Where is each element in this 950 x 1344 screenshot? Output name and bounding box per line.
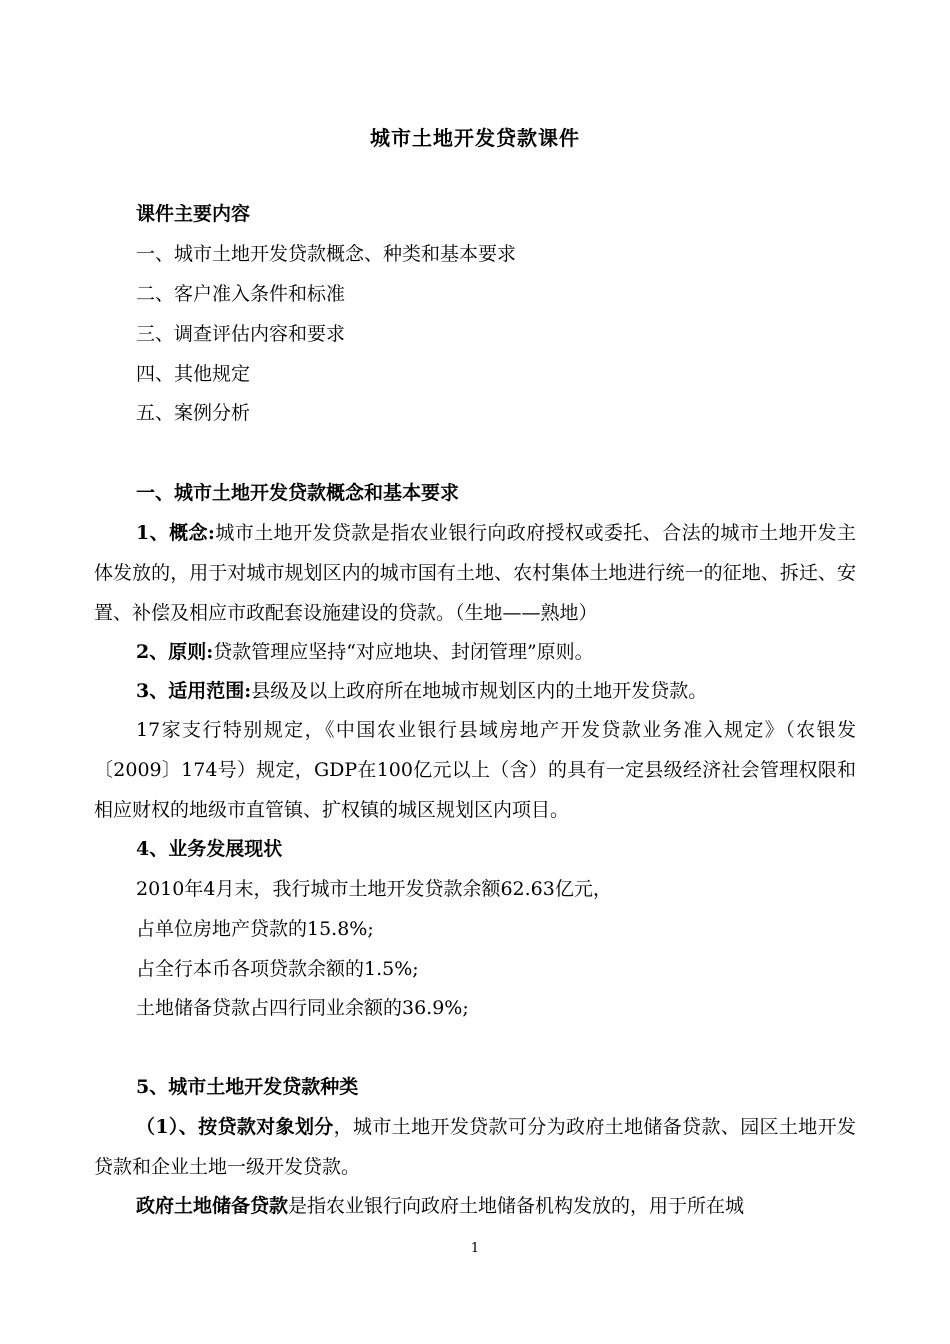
concept-label: 1、概念: xyxy=(136,522,215,544)
classification-text: ，城市土地开发贷款可分为政府土地储备贷款、园区土地开发贷款和企业土地一级开发贷款。 xyxy=(94,1116,856,1178)
status-line: 土地储备贷款占四行同业余额的36.9%; xyxy=(136,997,469,1019)
scope-text: 县级及以上政府所在地城市规划区内的土地开发贷款。 xyxy=(251,680,708,702)
page-number: 1 xyxy=(470,1241,480,1256)
gov-reserve-paragraph xyxy=(94,1186,856,1226)
status-line: 占全行本币各项贷款余额的1.5%; xyxy=(136,958,419,980)
section1-heading: 一、城市土地开发贷款概念和基本要求 xyxy=(136,482,460,504)
section5-heading: 5、城市土地开发贷款种类 xyxy=(136,1076,359,1098)
contents-item: 一、城市土地开发贷款概念、种类和基本要求 xyxy=(136,243,517,265)
status-line: 占单位房地产贷款的15.8%; xyxy=(136,918,374,940)
gov-reserve-text: 是指农业银行向政府土地储备机构发放的，用于所在城 xyxy=(288,1195,745,1217)
classification-label: （1）、按贷款对象划分 xyxy=(136,1116,334,1138)
contents-item: 三、调查评估内容和要求 xyxy=(136,323,346,345)
contents-item: 二、客户准入条件和标准 xyxy=(136,283,346,305)
contents-item: 四、其他规定 xyxy=(136,363,251,385)
principle-text: 贷款管理应坚持“对应地块、封闭管理”原则。 xyxy=(213,641,594,663)
principle-paragraph xyxy=(94,632,856,672)
concept-text: 城市土地开发贷款是指农业银行向政府授权或委托、合法的城市土地开发主体发放的，用于对城市规划区内的城市国有土地、农村集体土地进行统一的征地、拆迁、安置、补偿及相应市政配套设施建设的贷款。（生地——熟地） xyxy=(94,522,856,624)
principle-label: 2、原则: xyxy=(136,641,214,663)
scope-label: 3、适用范围: xyxy=(136,680,252,702)
gov-reserve-label: 政府土地储备贷款 xyxy=(136,1195,289,1217)
contents-item: 五、案例分析 xyxy=(136,402,251,424)
contents-heading: 课件主要内容 xyxy=(136,203,251,225)
document-title: 城市土地开发贷款课件 xyxy=(370,126,580,150)
scope-paragraph xyxy=(94,671,856,711)
status-heading: 4、业务发展现状 xyxy=(136,838,283,860)
status-line: 2010年4月末，我行城市土地开发贷款余额62.63亿元， xyxy=(136,878,612,900)
concept-paragraph xyxy=(94,513,856,633)
classification-paragraph xyxy=(94,1107,856,1187)
special-rule-paragraph: 17家支行特别规定，《中国农业银行县域房地产开发贷款业务准入规定》（农银发〔2009〕174号）规定，GDP在100亿元以上（含）的具有一定县级经济社会管理权限和相应财权的地级市直管镇、扩权镇的城区规划区内项目。 xyxy=(94,719,856,821)
